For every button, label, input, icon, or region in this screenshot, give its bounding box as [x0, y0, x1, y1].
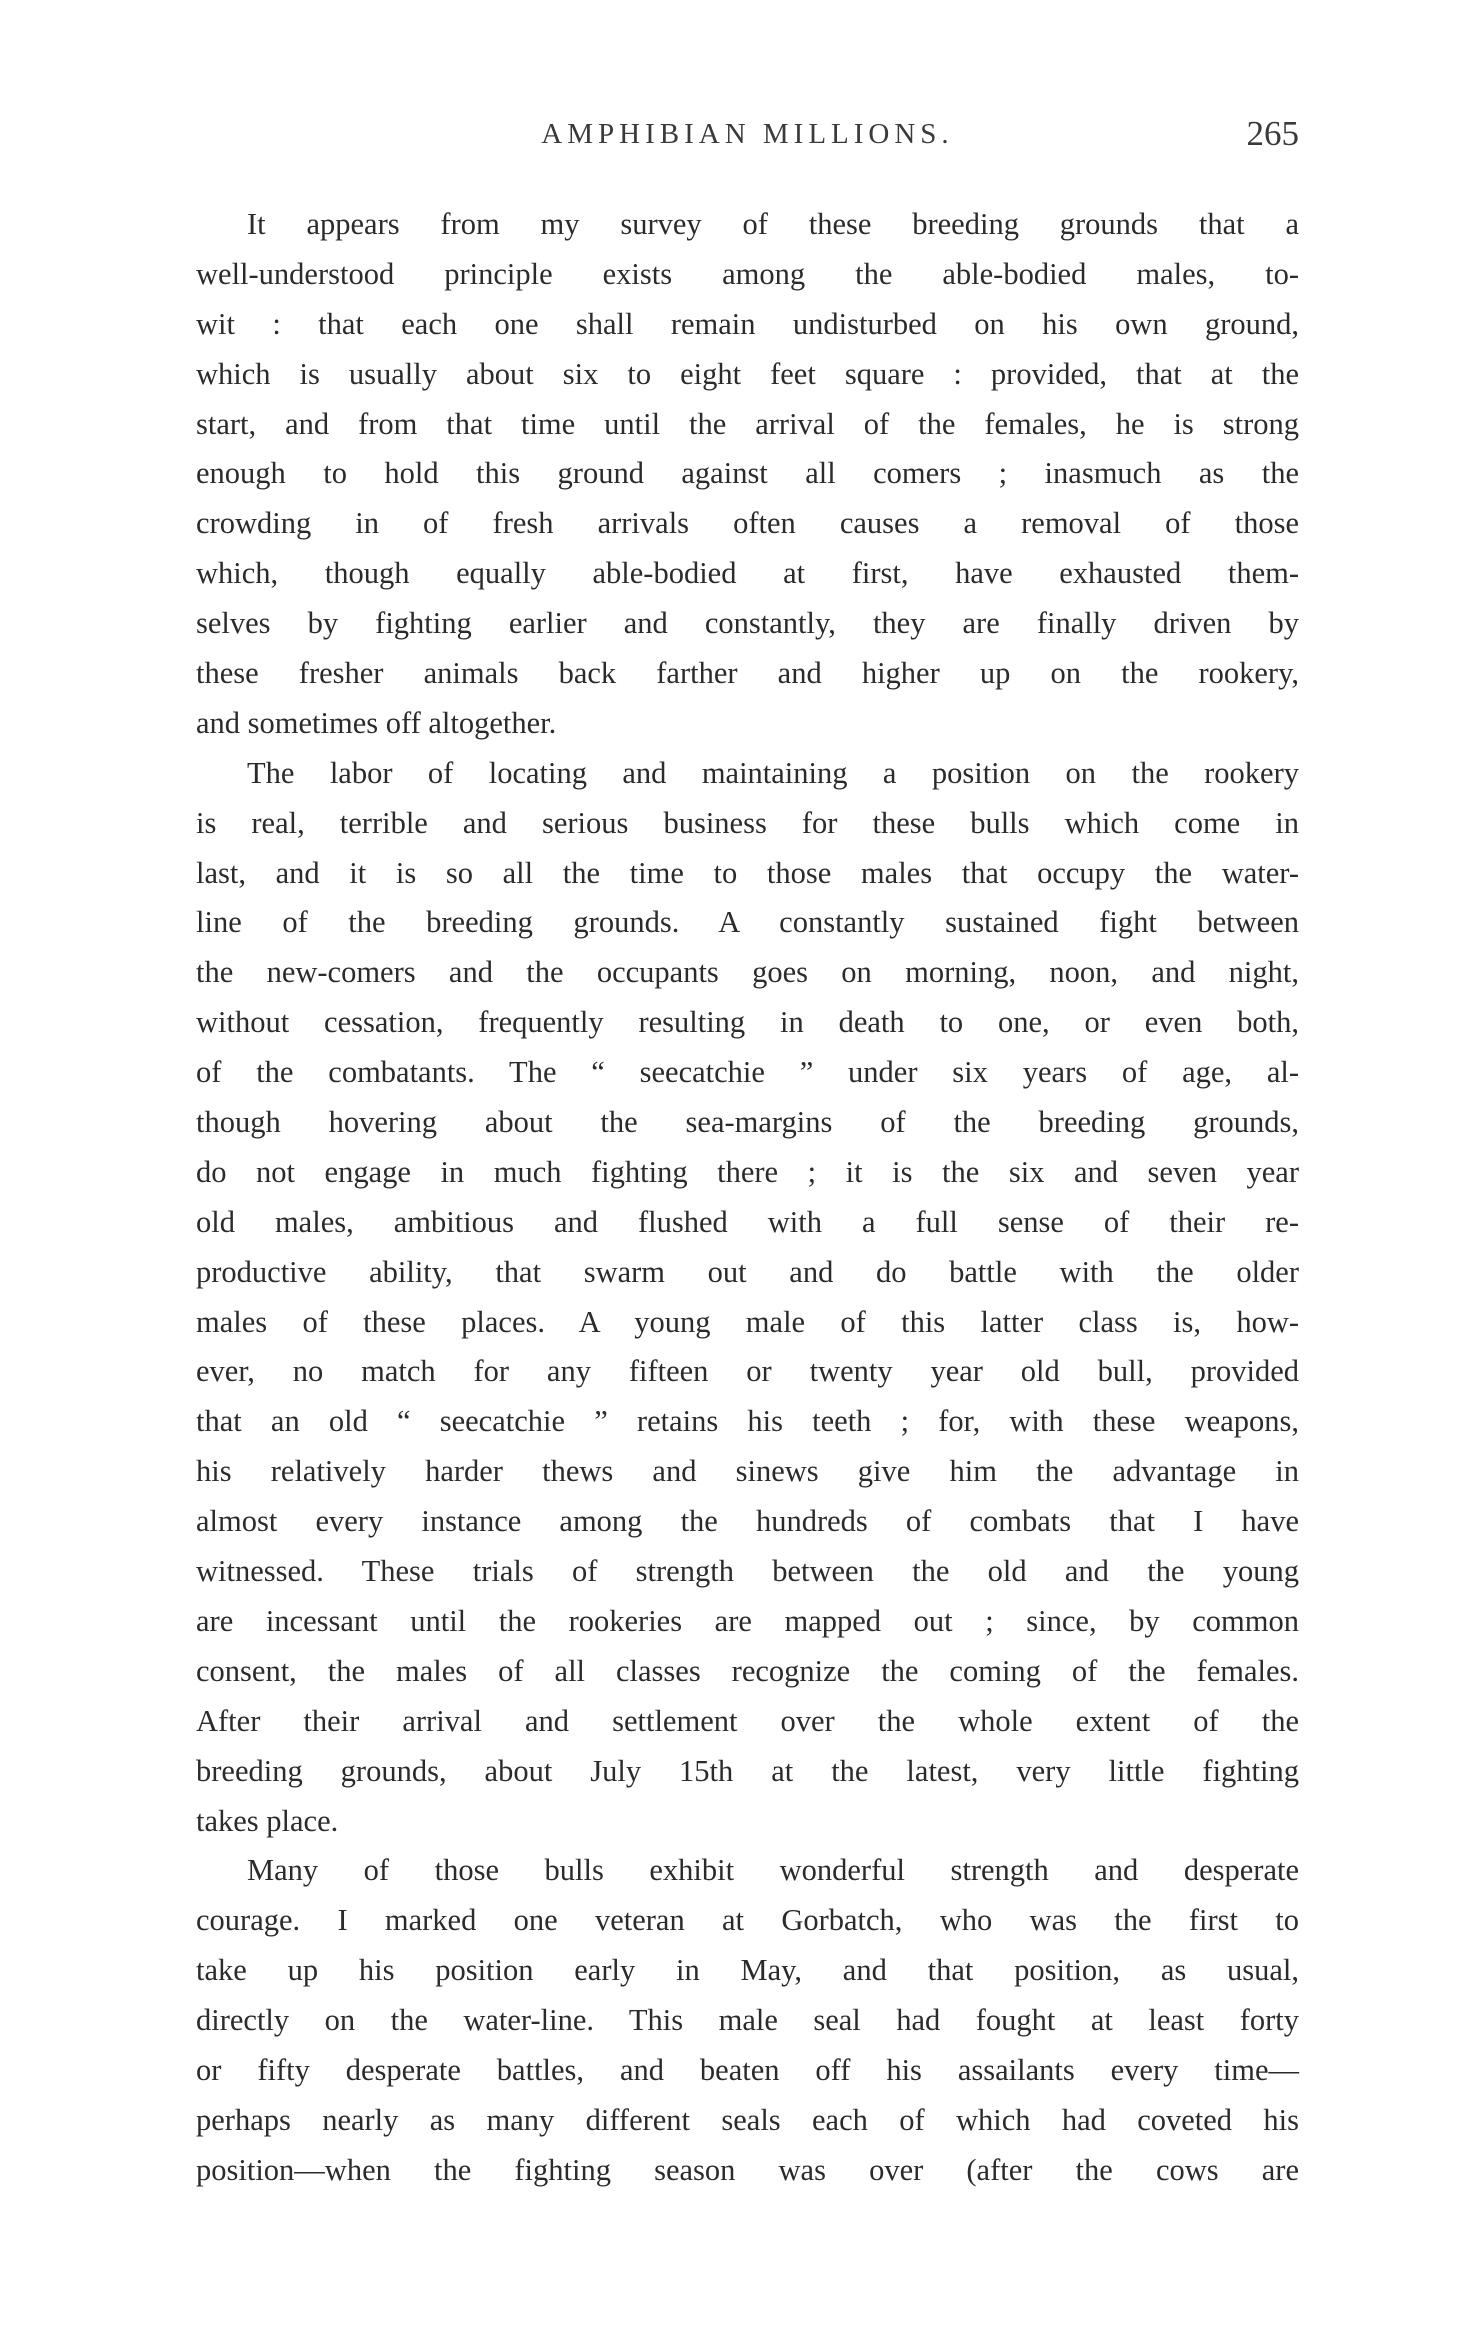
- text-line: are incessant until the rookeries are mapped out ; since, by common: [196, 1603, 1299, 1638]
- text-line: old males, ambitious and flushed with a full sense of their re-: [196, 1204, 1299, 1239]
- text-line: well-understood principle exists among the able-bodied males, to-: [196, 256, 1299, 291]
- text-line: perhaps nearly as many different seals each of which had coveted his: [196, 2102, 1299, 2137]
- text-line: directly on the water-line. This male seal had fought at least forty: [196, 2003, 1299, 2038]
- text-line: productive ability, that swarm out and do battle with the older: [196, 1254, 1299, 1289]
- text-line: position—when the fighting season was over (after the cows are: [196, 2152, 1299, 2187]
- text-line: these fresher animals back farther and higher up on the rookery,: [196, 656, 1299, 691]
- text-line: last, and it is so all the time to those males that occupy the water-: [196, 855, 1299, 890]
- text-line: and sometimes off altogether.: [196, 705, 557, 740]
- text-line: crowding in of fresh arrivals often causes a removal of those: [196, 506, 1299, 541]
- text-line: is real, terrible and serious business for these bulls which come in: [196, 805, 1299, 840]
- text-line: which is usually about six to eight feet square : provided, that at the: [196, 356, 1299, 391]
- text-line: take up his position early in May, and that position, as usual,: [196, 1953, 1299, 1988]
- running-head: [196, 114, 1299, 158]
- text-line: of the combatants. The “ seecatchie ” under six years of age, al-: [196, 1055, 1299, 1090]
- text-line: courage. I marked one veteran at Gorbatch, who was the first to: [196, 1903, 1299, 1938]
- text-line: which, though equally able-bodied at first, have exhausted them-: [196, 556, 1299, 591]
- page-number: 265: [1246, 114, 1299, 153]
- text-line: ever, no match for any fifteen or twenty year old bull, provided: [196, 1354, 1299, 1389]
- text-line: breeding grounds, about July 15th at the latest, very little fighting: [196, 1753, 1299, 1788]
- text-line: wit : that each one shall remain undisturbed on his own ground,: [196, 306, 1299, 341]
- text-line: After their arrival and settlement over the whole extent of the: [196, 1703, 1299, 1738]
- text-line: line of the breeding grounds. A constantly sustained fight between: [196, 905, 1299, 940]
- running-title: AMPHIBIAN MILLIONS.: [541, 118, 954, 150]
- text-line: or fifty desperate battles, and beaten off his assailants every time—: [196, 2052, 1299, 2087]
- text-line: though hovering about the sea-margins of the breeding grounds,: [196, 1105, 1299, 1140]
- text-line: do not engage in much fighting there ; it is the six and seven year: [196, 1154, 1299, 1189]
- text-line: Many of those bulls exhibit wonderful strength and desperate: [247, 1853, 1299, 1888]
- text-line: enough to hold this ground against all comers ; inasmuch as the: [196, 456, 1299, 491]
- text-line: that an old “ seecatchie ” retains his teeth ; for, with these weapons,: [196, 1404, 1299, 1439]
- text-line: almost every instance among the hundreds of combats that I have: [196, 1504, 1299, 1539]
- text-line: the new-comers and the occupants goes on morning, noon, and night,: [196, 955, 1299, 990]
- text-line: witnessed. These trials of strength between the old and the young: [196, 1554, 1299, 1589]
- text-line: The labor of locating and maintaining a position on the rookery: [247, 755, 1299, 790]
- text-line: takes place.: [196, 1803, 339, 1838]
- text-line: start, and from that time until the arrival of the females, he is strong: [196, 406, 1299, 441]
- text-line: without cessation, frequently resulting in death to one, or even both,: [196, 1005, 1299, 1040]
- text-line: his relatively harder thews and sinews give him the advantage in: [196, 1454, 1299, 1489]
- body-text: [196, 200, 1299, 2196]
- text-line: consent, the males of all classes recognize the coming of the females.: [196, 1653, 1299, 1688]
- text-line: selves by fighting earlier and constantly, they are finally driven by: [196, 606, 1299, 641]
- text-line: It appears from my survey of these breeding grounds that a: [247, 207, 1299, 241]
- text-line: males of these places. A young male of this latter class is, how-: [196, 1304, 1299, 1339]
